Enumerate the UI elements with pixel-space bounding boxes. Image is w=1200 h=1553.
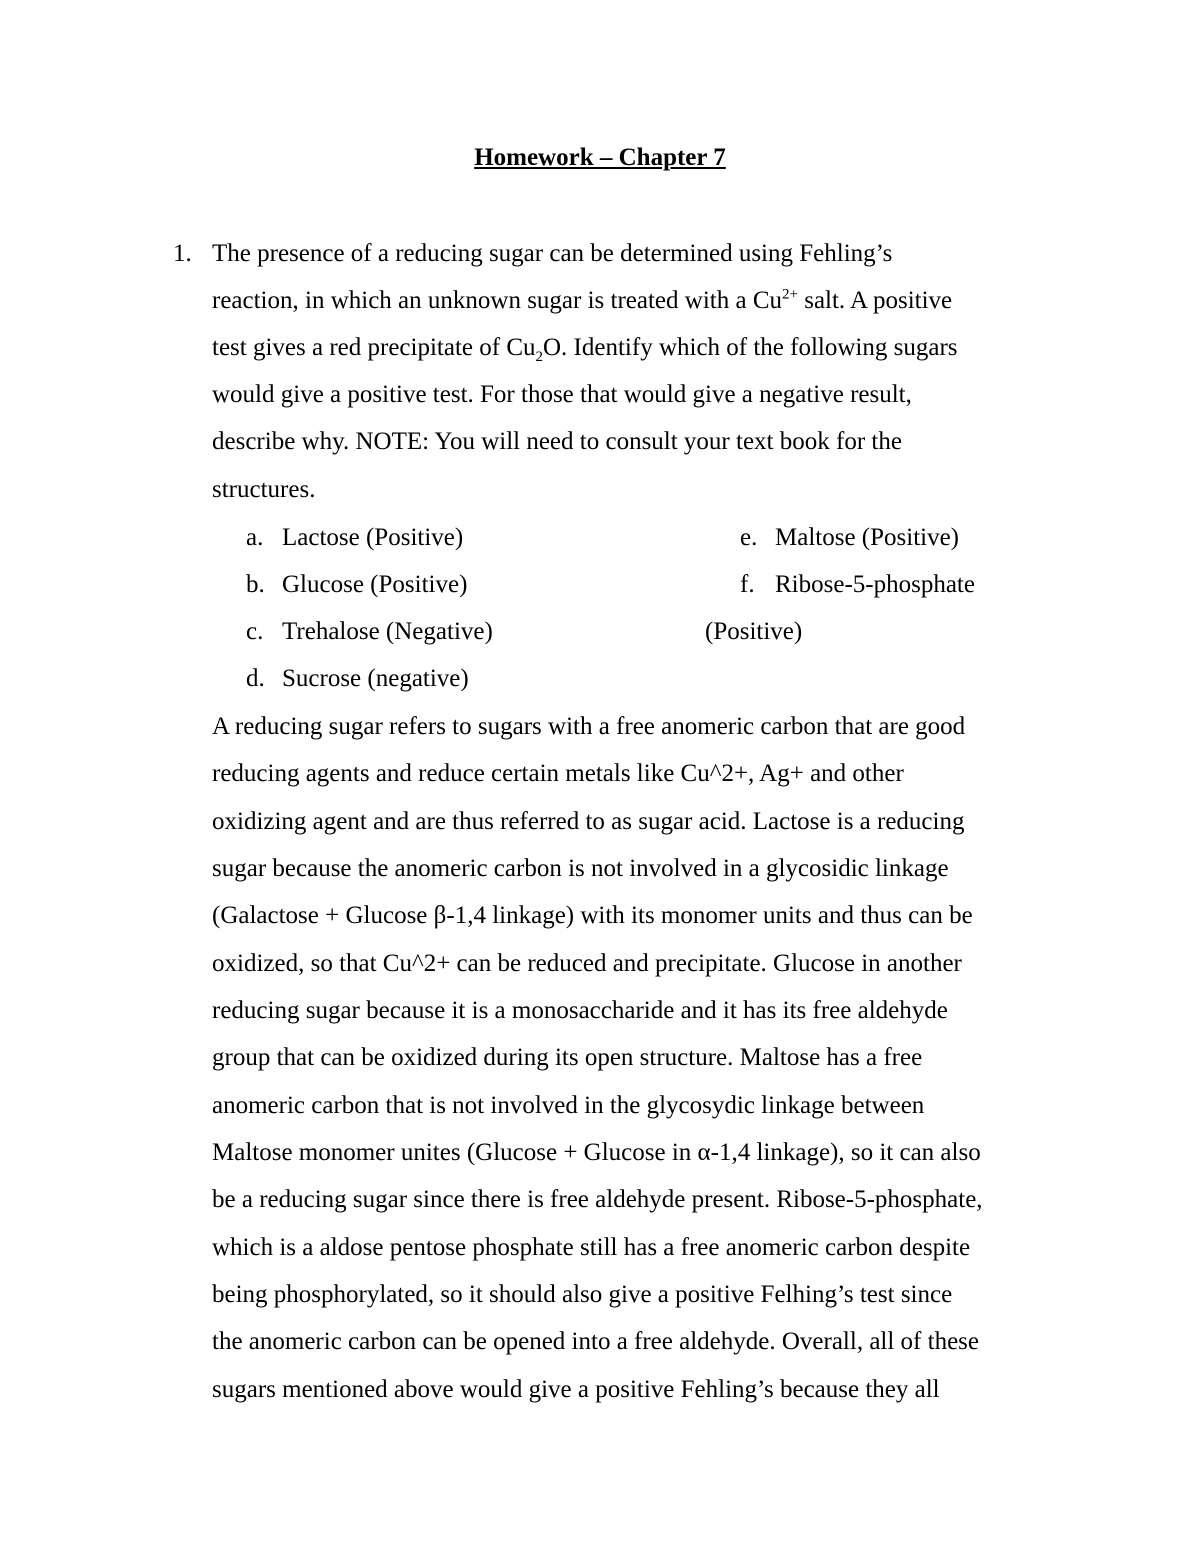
question-line-2-part-a: reaction, in which an unknown sugar is treated with a Cu [212,287,782,314]
question-line-3-part-b: O. Identify which of the following sugars [543,334,958,361]
question-line-6: structures. [212,476,316,503]
answer-line: sugars mentioned above would give a positive Fehling’s because they all [212,1376,940,1403]
cu2o-subscript: 2 [535,349,543,365]
option-b-text: Glucose (Positive) [282,571,468,598]
option-a-letter: a. [246,524,264,551]
answer-line: anomeric carbon that is not involved in the glycosydic linkage between [212,1092,925,1119]
option-a-text: Lactose (Positive) [282,524,464,551]
question-line-5: describe why. NOTE: You will need to consult your text book for the [212,428,902,455]
answer-line: the anomeric carbon can be opened into a free aldehyde. Overall, all of these [212,1328,980,1355]
question-line-3 [212,332,958,364]
answer-line: sugar because the anomeric carbon is not involved in a glycosidic linkage [212,855,949,882]
option-b-letter: b. [246,571,265,598]
question-line-3-part-a: test gives a red precipitate of Cu [212,334,536,361]
option-f-letter: f. [740,571,755,598]
option-c-letter: c. [246,618,264,645]
page-title: Homework – Chapter 7 [474,144,726,171]
question-line-2 [212,285,952,317]
option-d-text: Sucrose (negative) [282,665,469,692]
answer-line: A reducing sugar refers to sugars with a free anomeric carbon that are good [212,713,966,740]
answer-line: group that can be oxidized during its open structure. Maltose has a free [212,1044,923,1071]
option-e-letter: e. [740,524,758,551]
option-c-text: Trehalose (Negative) [282,618,493,645]
answer-line: be a reducing sugar since there is free aldehyde present. Ribose-5-phosphate, [212,1186,983,1213]
option-f-text: Ribose-5-phosphate [775,571,975,598]
answer-line: being phosphorylated, so it should also give a positive Felhing’s test since [212,1281,953,1308]
question-number: 1. [173,240,192,267]
answer-line: reducing agents and reduce certain metals like Cu^2+, Ag+ and other [212,760,904,787]
cu-charge-superscript: 2+ [782,286,798,303]
option-d-letter: d. [246,665,265,692]
question-line-1: The presence of a reducing sugar can be determined using Fehling’s [212,240,893,267]
answer-line: oxidized, so that Cu^2+ can be reduced and precipitate. Glucose in another [212,950,962,977]
answer-line: Maltose monomer unites (Glucose + Glucose in α-1,4 linkage), so it can also [212,1139,981,1166]
question-line-2-part-b: salt. A positive [797,287,953,314]
answer-line: (Galactose + Glucose β-1,4 linkage) with its monomer units and thus can be [212,902,973,929]
option-f-continuation: (Positive) [705,618,803,645]
question-line-4: would give a positive test. For those that would give a negative result, [212,381,912,408]
answer-line: which is a aldose pentose phosphate still has a free anomeric carbon despite [212,1234,971,1261]
option-e-text: Maltose (Positive) [775,524,960,551]
answer-line: oxidizing agent and are thus referred to as sugar acid. Lactose is a reducing [212,808,965,835]
answer-line: reducing sugar because it is a monosaccharide and it has its free aldehyde [212,997,948,1024]
